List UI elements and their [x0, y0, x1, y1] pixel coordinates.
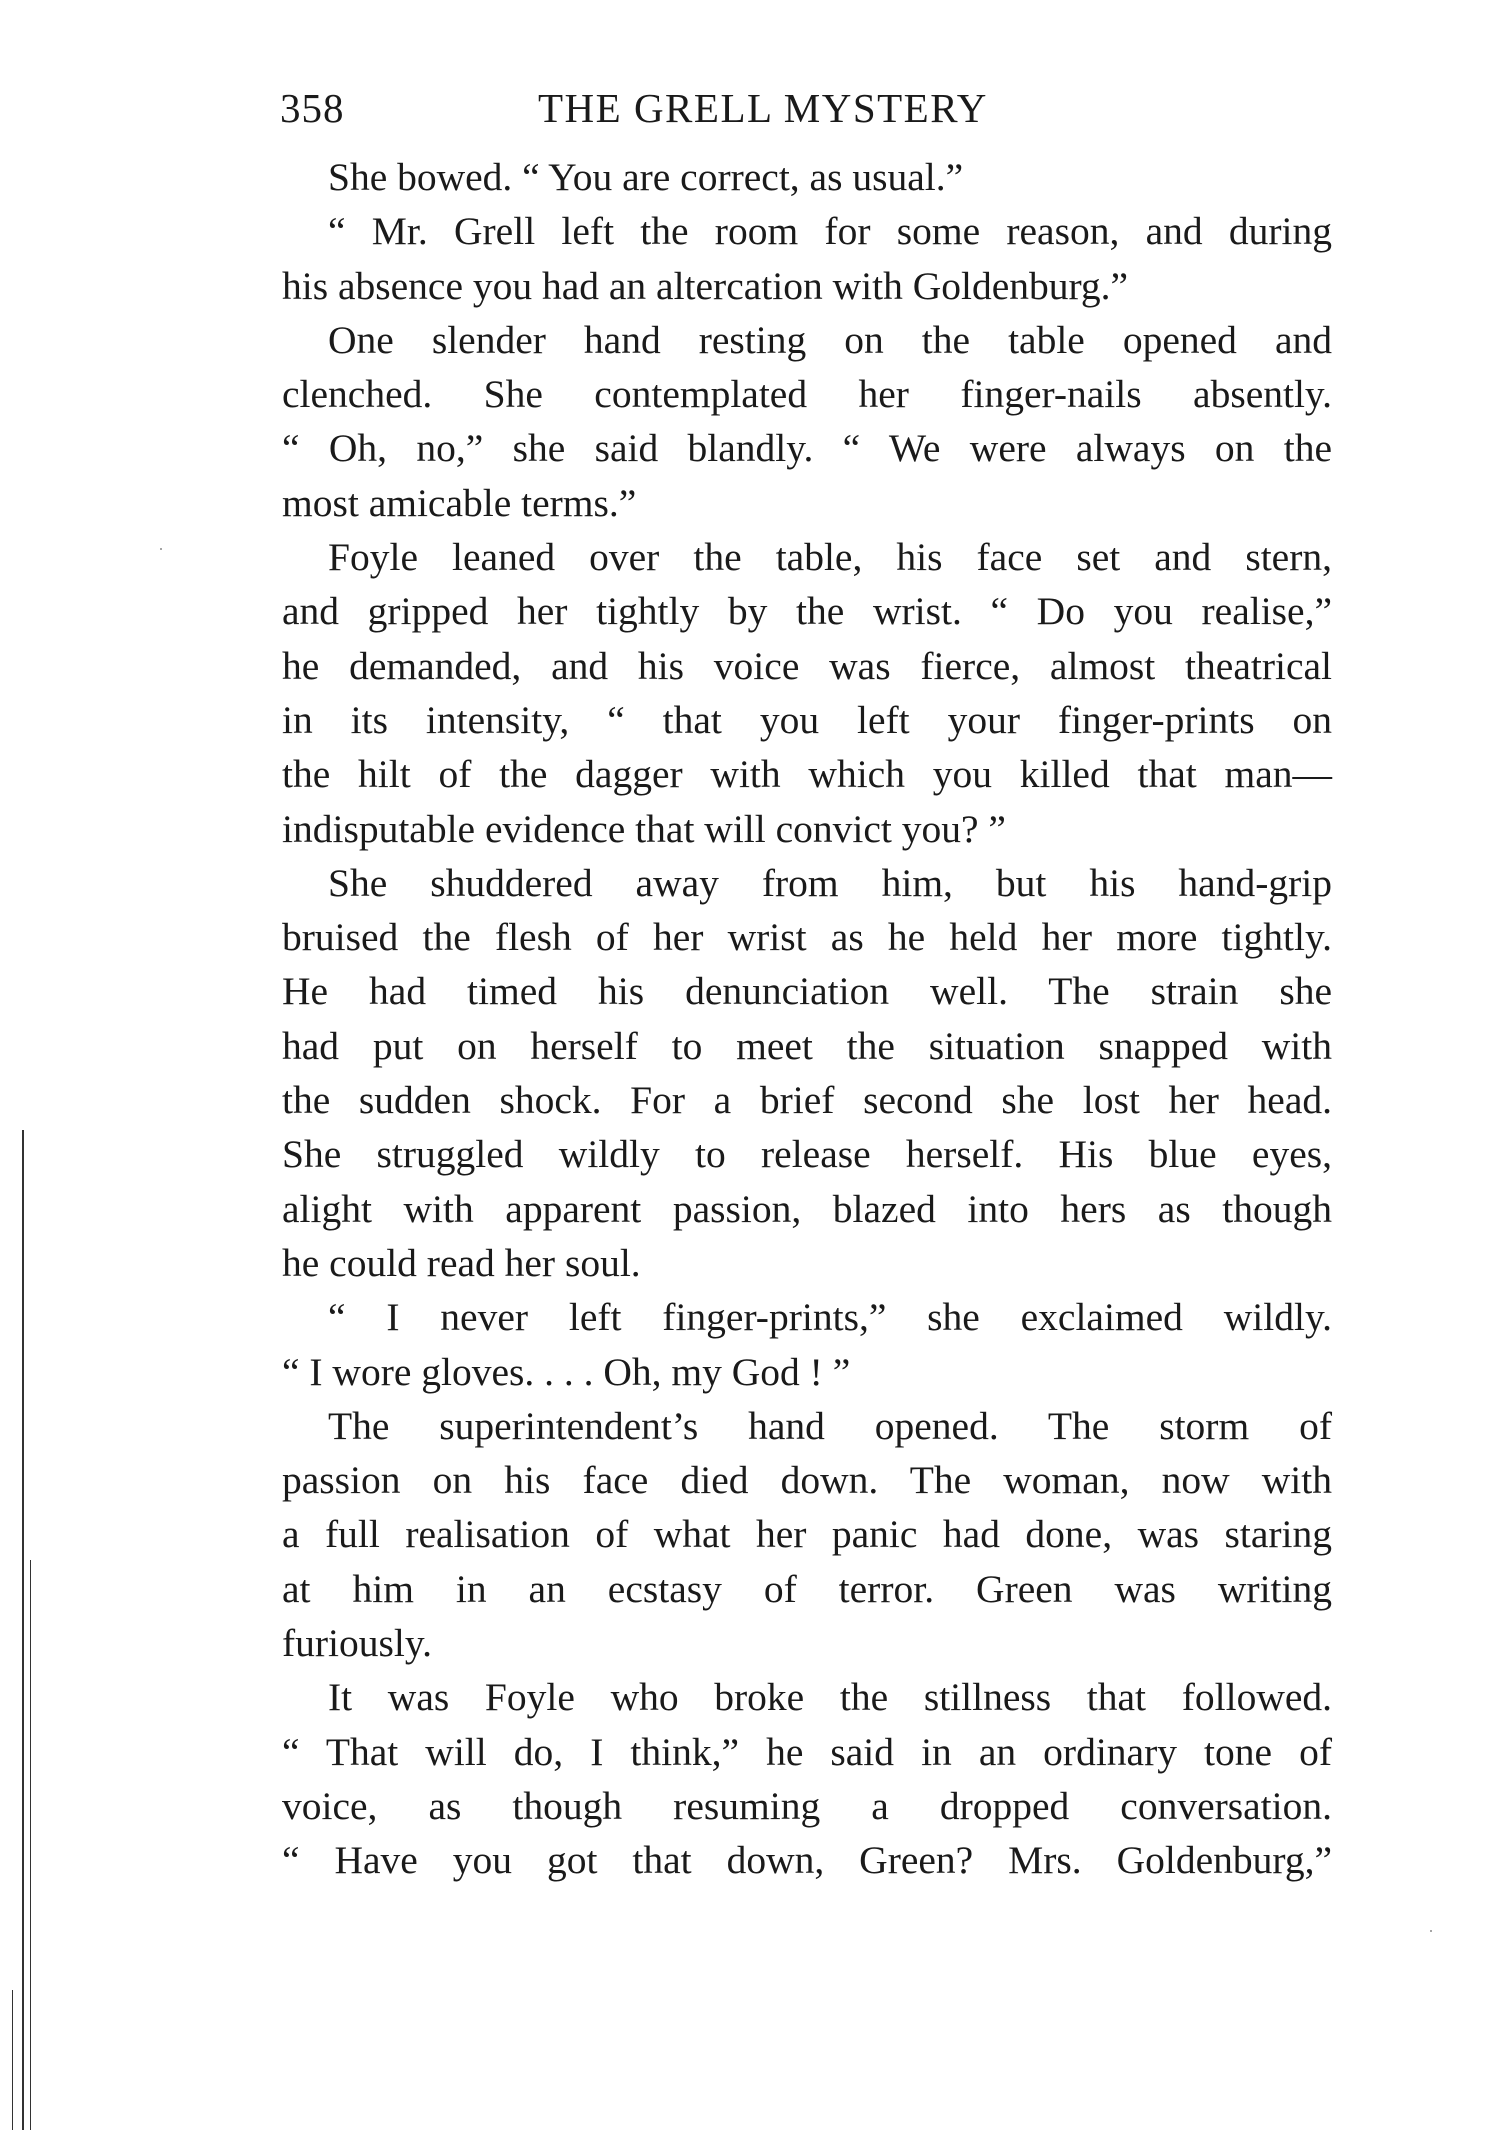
text-line: passion on his face died down. The woman, now with: [282, 1458, 1332, 1503]
text-line: “ That will do, I think,” he said in an ordinary tone of: [282, 1729, 1332, 1774]
text-line: “ Have you got that down, Green? Mrs. Goldenburg,”: [282, 1838, 1332, 1883]
paper-speck: [1430, 1930, 1432, 1932]
text-line: “ I never left finger-prints,” she exclaimed wildly.: [328, 1295, 1332, 1340]
text-line: “ Mr. Grell left the room for some reason, and during: [328, 209, 1332, 254]
text-line: It was Foyle who broke the stillness that followed.: [328, 1675, 1332, 1720]
text-line: He had timed his denunciation well. The strain she: [282, 969, 1332, 1014]
paper-speck: [160, 548, 162, 550]
text-line: in its intensity, “ that you left your finger-prints on: [282, 697, 1332, 742]
text-line: and gripped her tightly by the wrist. “ Do you realise,”: [282, 589, 1332, 634]
text-line: the sudden shock. For a brief second she lost her head.: [282, 1078, 1332, 1123]
text-line: She struggled wildly to release herself. His blue eyes,: [282, 1132, 1332, 1177]
gutter-line: [30, 1560, 31, 2130]
body-text: [282, 150, 1332, 1888]
text-line: “ Oh, no,” she said blandly. “ We were always on the: [282, 426, 1332, 471]
running-title: THE GRELL MYSTERY: [538, 85, 988, 131]
text-line: alight with apparent passion, blazed into hers as though: [282, 1186, 1332, 1231]
text-line: Foyle leaned over the table, his face set and stern,: [328, 535, 1332, 580]
text-line: furiously.: [282, 1621, 432, 1666]
text-line: the hilt of the dagger with which you killed that man—: [282, 752, 1332, 797]
text-line: at him in an ecstasy of terror. Green was writing: [282, 1566, 1332, 1611]
text-line: The superintendent’s hand opened. The storm of: [328, 1403, 1332, 1448]
text-line: voice, as though resuming a dropped conversation.: [282, 1783, 1332, 1828]
text-line: She bowed. “ You are correct, as usual.”: [328, 155, 964, 199]
text-line: a full realisation of what her panic had done, was staring: [282, 1512, 1332, 1557]
text-line: he could read her soul.: [282, 1240, 641, 1285]
page-number: 358: [280, 85, 345, 131]
text-line: clenched. She contemplated her finger-nails absently.: [282, 372, 1332, 417]
text-line: he demanded, and his voice was fierce, almost theatrical: [282, 643, 1332, 688]
text-line: “ I wore gloves. . . . Oh, my God ! ”: [282, 1349, 851, 1394]
text-line: bruised the flesh of her wrist as he held her more tightly.: [282, 915, 1332, 960]
text-line: his absence you had an altercation with Goldenburg.”: [282, 263, 1129, 308]
gutter-line: [12, 1990, 13, 2130]
text-line: most amicable terms.”: [282, 480, 637, 525]
text-line: She shuddered away from him, but his hand-grip: [328, 860, 1332, 905]
text-line: had put on herself to meet the situation snapped with: [282, 1023, 1332, 1068]
text-line: indisputable evidence that will convict you? ”: [282, 806, 1006, 851]
text-line: One slender hand resting on the table opened and: [328, 317, 1332, 362]
running-head: [280, 78, 1332, 138]
gutter-line: [22, 1130, 24, 2130]
